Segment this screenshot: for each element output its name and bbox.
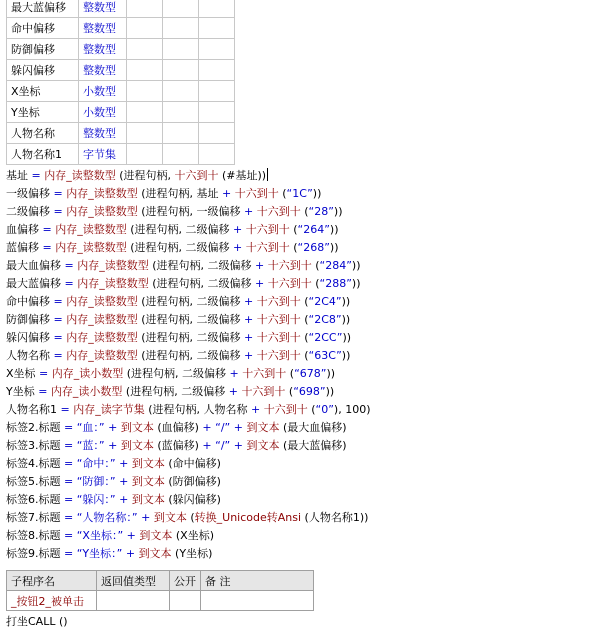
code-token: “血：” [76, 421, 105, 434]
code-token: 十六到十 [256, 331, 301, 344]
code-line[interactable] [6, 221, 591, 239]
code-token: + [222, 187, 235, 200]
code-token: “1C” [286, 187, 313, 200]
code-token: “288” [319, 277, 352, 290]
variable-ref-cell[interactable] [163, 102, 199, 123]
code-token: = [53, 313, 67, 326]
code-token: )) [341, 349, 351, 362]
header-sub-name: 子程序名 [7, 571, 97, 591]
code-line[interactable] [6, 419, 591, 437]
code-token: = [64, 421, 77, 434]
text-cursor [267, 168, 268, 181]
code-token: = [42, 223, 56, 236]
code-token: 内存_读小数型 [51, 367, 124, 380]
code-token: + [251, 403, 264, 416]
variable-array-cell[interactable] [127, 39, 163, 60]
variable-name[interactable]: 防御偏移 [7, 39, 79, 60]
variable-name[interactable]: Y坐标 [7, 102, 79, 123]
code-token: (进程句柄, 基址 [137, 187, 222, 200]
variable-ref-cell[interactable] [163, 39, 199, 60]
code-token: + [228, 385, 242, 398]
variable-ref-cell[interactable] [163, 60, 199, 81]
variable-row[interactable] [7, 144, 235, 165]
code-line[interactable] [6, 203, 591, 221]
code-line[interactable] [6, 347, 591, 365]
code-token: = [64, 277, 78, 290]
code-token: 内存_读整数型 [66, 295, 138, 308]
code-token: 十六到十 [267, 277, 312, 290]
code-token: (进程句柄, 二级偏移 [137, 331, 244, 344]
code-token: “284” [319, 259, 352, 272]
code-token: ( [311, 259, 320, 272]
code-token: )) [329, 241, 339, 254]
code-token: ( [300, 205, 309, 218]
code-token: 十六到十 [242, 367, 287, 380]
code-line[interactable] [6, 185, 591, 203]
code-token: + [115, 457, 132, 470]
variable-table [6, 0, 235, 165]
code-token: 内存_读整数型 [66, 331, 138, 344]
code-token: 十六到十 [245, 241, 290, 254]
code-token: = [53, 205, 67, 218]
code-token: = [42, 241, 56, 254]
code-token: (进程句柄, 二级偏移 [126, 241, 233, 254]
code-token: 血偏移 [6, 223, 43, 236]
code-token: 标签7.标题 [6, 511, 64, 524]
code-token: + [244, 331, 257, 344]
code-token: 到文本 [246, 421, 280, 434]
code-token: 内存_读整数型 [77, 259, 149, 272]
code-token: = [64, 547, 77, 560]
code-token: ( [311, 277, 320, 290]
code-token: 躲闪偏移 [6, 331, 54, 344]
code-token: 内存_读字节集 [73, 403, 145, 416]
variable-type[interactable]: 小数型 [79, 81, 127, 102]
code-token: = [64, 259, 78, 272]
code-token: = [64, 511, 77, 524]
code-token: (进程句柄, 二级偏移 [126, 223, 233, 236]
code-line[interactable] [6, 365, 591, 383]
variable-ref-cell[interactable] [163, 144, 199, 165]
variable-remark-cell[interactable] [199, 81, 235, 102]
code-token: 到文本 [120, 421, 154, 434]
variable-row[interactable] [7, 123, 235, 144]
code-token: ( [278, 187, 287, 200]
variable-array-cell[interactable] [127, 60, 163, 81]
code-token: “2C4” [308, 295, 342, 308]
variable-ref-cell[interactable] [163, 81, 199, 102]
code-token: “命中：” [76, 457, 116, 470]
code-token: 内存_读整数型 [44, 169, 116, 182]
code-token: + [255, 259, 268, 272]
variable-ref-cell[interactable] [163, 18, 199, 39]
code-token: = [31, 169, 45, 182]
code-token: 到文本 [138, 547, 172, 560]
variable-type[interactable]: 整数型 [79, 0, 127, 18]
code-token: “0” [315, 403, 334, 416]
code-token: 人物名称1 [6, 403, 61, 416]
variable-remark-cell[interactable] [199, 123, 235, 144]
code-token: (#基址)) [218, 169, 267, 182]
code-token: )) [326, 367, 336, 380]
code-line[interactable] [6, 491, 591, 509]
subroutine-return-type[interactable] [97, 591, 170, 611]
variable-array-cell[interactable] [127, 102, 163, 123]
code-token: (进程句柄, 二级偏移 [123, 367, 230, 380]
code-token: 标签2.标题 [6, 421, 64, 434]
code-token: 一级偏移 [6, 187, 54, 200]
code-line-call[interactable]: 打坐CALL () [6, 615, 68, 628]
code-token: ( [300, 295, 309, 308]
code-token: 最大血偏移 [6, 259, 65, 272]
code-token: “防御：” [76, 475, 116, 488]
code-token: “/” [215, 421, 231, 434]
code-line[interactable] [6, 167, 591, 185]
code-line[interactable] [6, 239, 591, 257]
code-token: 十六到十 [245, 223, 290, 236]
code-token: “28” [308, 205, 334, 218]
code-line[interactable] [6, 437, 591, 455]
code-line[interactable] [6, 527, 591, 545]
code-token: X坐标 [6, 367, 40, 380]
code-token: 十六到十 [234, 187, 279, 200]
header-public: 公开 [170, 571, 201, 591]
code-token: 十六到十 [267, 259, 312, 272]
code-token: 标签8.标题 [6, 529, 64, 542]
code-token: ( [307, 403, 316, 416]
code-token: ( [286, 367, 295, 380]
code-token: 防御偏移 [6, 313, 54, 326]
code-token: 内存_读整数型 [66, 187, 138, 200]
subroutine-public[interactable] [170, 591, 201, 611]
code-token: 命中偏移 [6, 295, 54, 308]
subroutine-name[interactable]: _按钮2_被单击 [7, 591, 97, 611]
code-line[interactable] [6, 473, 591, 491]
variable-type[interactable]: 字节集 [79, 144, 127, 165]
code-line[interactable] [6, 383, 591, 401]
code-token: 内存_读小数型 [50, 385, 123, 398]
code-token: (躲闪偏移) [164, 493, 221, 506]
code-token: ( [289, 223, 298, 236]
variable-row[interactable] [7, 60, 235, 81]
code-token: “698” [293, 385, 326, 398]
variable-ref-cell[interactable] [163, 0, 199, 18]
code-token: ), 100) [333, 403, 371, 416]
code-token: 十六到十 [174, 169, 219, 182]
code-token: (防御偏移) [164, 475, 221, 488]
code-token: 到文本 [153, 511, 187, 524]
code-token: (X坐标) [172, 529, 214, 542]
code-token: 内存_读整数型 [55, 241, 127, 254]
subroutine-table [6, 570, 314, 611]
code-token: “人物名称：” [76, 511, 138, 524]
code-token: “268” [297, 241, 330, 254]
code-token: + [233, 223, 246, 236]
code-token: “2C8” [308, 313, 342, 326]
code-line[interactable] [6, 545, 591, 563]
code-token: (最大蓝偏移) [279, 439, 347, 452]
code-token: = [64, 457, 77, 470]
variable-name[interactable]: 命中偏移 [7, 18, 79, 39]
code-token: “/” [215, 439, 231, 452]
code-token: 到文本 [131, 457, 165, 470]
code-token: 到文本 [131, 475, 165, 488]
code-token: 标签6.标题 [6, 493, 64, 506]
code-token: 标签4.标题 [6, 457, 64, 470]
code-token: + [123, 529, 140, 542]
code-token: + [115, 493, 132, 506]
code-line[interactable] [6, 329, 591, 347]
code-token: )) [341, 295, 351, 308]
code-token: + [104, 421, 121, 434]
code-token: 标签5.标题 [6, 475, 64, 488]
variable-remark-cell[interactable] [199, 39, 235, 60]
code-line[interactable] [6, 509, 591, 527]
code-token: + [137, 511, 154, 524]
code-token: = [64, 439, 77, 452]
code-token: 内存_读整数型 [66, 313, 138, 326]
variable-type[interactable]: 整数型 [79, 18, 127, 39]
variable-ref-cell[interactable] [163, 123, 199, 144]
variable-array-cell[interactable] [127, 0, 163, 18]
code-token: (进程句柄, 二级偏移 [137, 295, 244, 308]
code-token: + [122, 547, 139, 560]
code-token: 到文本 [131, 493, 165, 506]
code-token: = [53, 295, 67, 308]
code-token: (进程句柄, 二级偏移 [148, 277, 255, 290]
code-token: )) [351, 259, 361, 272]
variable-row[interactable] [7, 39, 235, 60]
variable-remark-cell[interactable] [199, 18, 235, 39]
code-token: (蓝偏移) [153, 439, 203, 452]
code-token: = [64, 529, 77, 542]
code-token: ( [300, 313, 309, 326]
code-token: 十六到十 [256, 313, 301, 326]
variable-array-cell[interactable] [127, 144, 163, 165]
code-token: 内存_读整数型 [55, 223, 127, 236]
code-token: 十六到十 [241, 385, 286, 398]
variable-name[interactable]: X坐标 [7, 81, 79, 102]
code-token: 二级偏移 [6, 205, 54, 218]
header-return-type: 返回值类型 [97, 571, 170, 591]
code-line[interactable] [6, 257, 591, 275]
code-token: 十六到十 [256, 349, 301, 362]
code-token: + [104, 439, 121, 452]
variable-type[interactable]: 小数型 [79, 102, 127, 123]
variable-remark-cell[interactable] [199, 144, 235, 165]
code-token: 标签3.标题 [6, 439, 64, 452]
code-token: + [255, 277, 268, 290]
code-token: = [64, 493, 77, 506]
code-token: = [53, 349, 67, 362]
code-token: 到文本 [246, 439, 280, 452]
code-token: )) [329, 223, 339, 236]
code-token: 转换_Unicode转Ansi [194, 511, 302, 524]
code-token: (进程句柄, [115, 169, 175, 182]
code-token: + [230, 421, 247, 434]
code-token: (命中偏移) [164, 457, 221, 470]
subroutine-remark[interactable] [201, 591, 314, 611]
variable-remark-cell[interactable] [199, 0, 235, 18]
code-token: ( [285, 385, 294, 398]
code-token: (进程句柄, 二级偏移 [137, 349, 244, 362]
code-token: )) [351, 277, 361, 290]
code-token: )) [342, 331, 352, 344]
code-line[interactable] [6, 275, 591, 293]
code-token: 十六到十 [263, 403, 308, 416]
code-token: “2CC” [308, 331, 343, 344]
code-token: (进程句柄, 二级偏移 [148, 259, 255, 272]
code-token: 十六到十 [256, 295, 301, 308]
code-token: )) [325, 385, 335, 398]
variable-remark-cell[interactable] [199, 102, 235, 123]
code-token: 蓝偏移 [6, 241, 43, 254]
code-token: + [202, 421, 216, 434]
code-token: 内存_读整数型 [66, 349, 138, 362]
variable-name[interactable]: 最大蓝偏移 [7, 0, 79, 18]
code-token: (血偏移) [153, 421, 203, 434]
code-token: + [244, 313, 257, 326]
code-token: = [60, 403, 74, 416]
variable-type[interactable]: 整数型 [79, 39, 127, 60]
code-token: “躲闪：” [76, 493, 116, 506]
variable-name[interactable]: 人物名称1 [7, 144, 79, 165]
code-token: = [53, 331, 67, 344]
variable-type[interactable]: 整数型 [79, 123, 127, 144]
code-token: “蓝：” [76, 439, 105, 452]
code-token: (最大血偏移) [279, 421, 347, 434]
code-token: + [229, 367, 243, 380]
code-token: + [115, 475, 132, 488]
code-token: “264” [297, 223, 330, 236]
code-token: (人物名称1)) [301, 511, 369, 524]
variable-name[interactable]: 人物名称 [7, 123, 79, 144]
code-token: + [230, 439, 247, 452]
code-token: ( [300, 349, 309, 362]
code-token: (进程句柄, 一级偏移 [137, 205, 244, 218]
subroutine-header-row [7, 571, 314, 591]
code-token: 到文本 [120, 439, 154, 452]
code-line[interactable] [6, 455, 591, 473]
code-token: 十六到十 [256, 205, 301, 218]
code-token: )) [341, 313, 351, 326]
variable-row[interactable] [7, 102, 235, 123]
variable-row[interactable] [7, 18, 235, 39]
variable-name[interactable]: 躲闪偏移 [7, 60, 79, 81]
code-token: + [244, 349, 257, 362]
code-token: 人物名称 [6, 349, 54, 362]
code-line[interactable] [6, 401, 591, 419]
code-line[interactable] [6, 311, 591, 329]
variable-row[interactable] [7, 81, 235, 102]
code-token: (进程句柄, 人物名称 [144, 403, 251, 416]
code-token: Y坐标 [6, 385, 39, 398]
header-remark: 备 注 [201, 571, 314, 591]
code-token: )) [333, 205, 343, 218]
code-token: ( [289, 241, 298, 254]
code-token: “678” [294, 367, 327, 380]
code-token: (Y坐标) [171, 547, 213, 560]
code-token: 标签9.标题 [6, 547, 64, 560]
code-line[interactable] [6, 293, 591, 311]
code-token: 基址 [6, 169, 32, 182]
code-token: + [202, 439, 216, 452]
code-token: (进程句柄, 二级偏移 [137, 313, 244, 326]
code-token: + [233, 241, 246, 254]
code-token: )) [312, 187, 322, 200]
code-token: + [244, 205, 257, 218]
variable-array-cell[interactable] [127, 123, 163, 144]
code-token: + [244, 295, 257, 308]
variable-type[interactable]: 整数型 [79, 60, 127, 81]
code-token: (进程句柄, 二级偏移 [122, 385, 229, 398]
code-editor[interactable] [6, 167, 591, 563]
variable-row[interactable] [7, 0, 235, 18]
code-token: 到文本 [139, 529, 173, 542]
variable-array-cell[interactable] [127, 18, 163, 39]
variable-remark-cell[interactable] [199, 60, 235, 81]
code-token: 最大蓝偏移 [6, 277, 65, 290]
code-token: 内存_读整数型 [77, 277, 149, 290]
code-token: “X坐标：” [76, 529, 124, 542]
code-token: = [38, 385, 51, 398]
subroutine-row[interactable] [7, 591, 314, 611]
code-token: = [39, 367, 52, 380]
code-token: ( [300, 331, 309, 344]
code-token: “Y坐标：” [76, 547, 123, 560]
code-token: 内存_读整数型 [66, 205, 138, 218]
code-token: = [64, 475, 77, 488]
variable-array-cell[interactable] [127, 81, 163, 102]
code-token: = [53, 187, 67, 200]
code-token: “63C” [308, 349, 342, 362]
code-token: ( [186, 511, 195, 524]
